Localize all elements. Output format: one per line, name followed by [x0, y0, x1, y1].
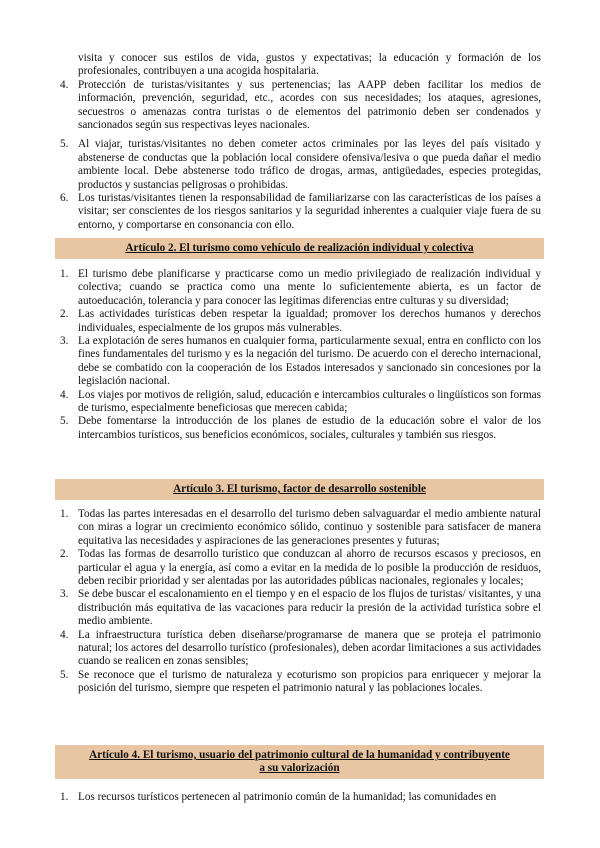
item-number: 6. — [60, 192, 69, 205]
list-item — [60, 791, 541, 804]
item-text: Todas las partes interesadas en el desarrollo del turismo deben salvaguardar el medio ambiente natural con miras a lograr un crecimiento económico sólido, continuo y sostenible para satisfacer de manera equitativa las necesidades y aspiraciones de las generaciones presentes y futuras; — [78, 508, 541, 547]
article2-list — [60, 268, 541, 442]
item-text: Las actividades turísticas deben respetar la igualdad; promover los derechos humanos y derechos individuales, especialmente de los grupos más vulnerables. — [78, 308, 541, 334]
item-number: 1. — [60, 268, 69, 280]
item-text: Se debe buscar el escalonamiento en el tiempo y en el espacio de los flujos de turistas/ visitantes, y una distribución más equitativa de las vacaciones para reducir la presión de la actividad turística sobre el medio ambiente. — [78, 588, 541, 628]
list-item — [60, 308, 541, 335]
list-item — [60, 669, 541, 696]
item-number: 4. — [60, 388, 69, 401]
item-text: Todas las formas de desarrollo turístico que conduzcan al ahorro de recursos escasos y preciosos, en particular el agua y la energía, así como a evitar en la medida de lo posible la producción de residuos, deben recibir prioridad y ser alentadas por las autoridades públicas nacionales, regionales y locales; — [78, 548, 541, 588]
item-text: Protección de turistas/visitantes y sus pertenencias; las AAPP deben facilitar los medios de información, prevención, seguridad, etc., acordes con sus necesidades; los ataques, agresiones, secuestros o amenazas contra turistas o de elementos del patrimonio deben ser condenados y sancionados según sus respectivas leyes nacionales. — [78, 78, 541, 132]
article4-list — [60, 791, 541, 804]
list-item — [60, 79, 541, 133]
item-number: 5. — [60, 668, 69, 681]
list-item — [60, 629, 541, 669]
list-item — [60, 548, 541, 588]
item-number: 4. — [60, 628, 69, 641]
item-number: 1. — [60, 508, 69, 520]
list-item — [60, 389, 541, 416]
item-number: 1. — [60, 791, 69, 803]
list-item — [60, 138, 541, 192]
list-item — [60, 192, 541, 232]
item-text: Se reconoce que el turismo de naturaleza y ecoturismo son propicios para enriquecer y mejorar la posición del turismo, siempre que respeten el patrimonio natural y las poblaciones locales. — [78, 668, 541, 695]
item-text: Los turistas/visitantes tienen la responsabilidad de familiarizarse con las características de los países a visitar; ser conscientes de los riesgos sanitarios y la seguridad inherentes a cualquier viaje fuera de su entorno, y comportarse en consonancia con ello. — [78, 192, 541, 231]
item-text: Debe fomentarse la introducción de los planes de estudio de la educación sobre el valor de los intercambios turísticos, sus beneficios económicos, sociales, culturales y también sus riesgos. — [78, 415, 541, 441]
item-number: 4. — [60, 78, 69, 91]
list-item — [60, 335, 541, 389]
article2-heading: Artículo 2. El turismo como vehículo de realización individual y colectiva — [55, 238, 544, 259]
list-item — [60, 508, 541, 548]
item-text: La explotación de seres humanos en cualquier forma, particularmente sexual, entra en conflicto con los fines fundamentales del turismo y es la negación del turismo. De acuerdo con el derecho internacional, debe se combatido con la cooperación de los Estados interesados y sancionado sin concesiones por la legislación nacional. — [78, 335, 541, 388]
list-item — [60, 415, 541, 442]
item-number: 2. — [60, 308, 69, 321]
item-text: Los recursos turísticos pertenecen al patrimonio común de la humanidad; las comunidades en — [78, 791, 497, 803]
item-number: 3. — [60, 588, 69, 601]
item-text: Al viajar, turistas/visitantes no deben cometer actos criminales por las leyes del país visitado y abstenerse de conductas que la población local considere ofensiva/lesiva o que pueda dañar el medio ambiente local. Debe abstenerse todo tráfico de drogas, armas, antigüedades, especies protegidas, productos y sustancias peligrosas o prohibidas. — [78, 138, 541, 191]
item-text: Los viajes por motivos de religión, salud, educación e intercambios culturales o lingüísticos son formas de turismo, especialmente beneficiosas que merecen cabida; — [78, 388, 541, 415]
item-number: 5. — [60, 138, 69, 151]
item-text: La infraestructura turística deben diseñarse/programarse de manera que se proteja el patrimonio natural; los actores del desarrollo turístico (profesionales), deben acordar limitaciones a sus actividades cuando se realicen en zonas sensibles; — [78, 628, 541, 668]
item-text: visita y conocer sus estilos de vida, gustos y expectativas; la educación y formación de los profesionales, contribuyen a una acogida hospitalaria. — [78, 52, 541, 78]
article1-section — [60, 52, 541, 232]
list-item — [60, 588, 541, 628]
article3-heading: Artículo 3. El turismo, factor de desarrollo sostenible — [55, 479, 544, 500]
list-item — [60, 268, 541, 308]
article3-list — [60, 508, 541, 696]
item-text: El turismo debe planificarse y practicarse como un medio privilegiado de realización individual y colectiva; cuando se practica como una mente lo suficientemente abierta, es un factor de autoeducación, tolerancia y para conocer las legítimas diferencias entre culturas y su diversidad; — [78, 268, 541, 307]
item-number: 5. — [60, 415, 69, 428]
list-item — [60, 52, 541, 79]
item-number: 3. — [60, 335, 69, 348]
item-number: 2. — [60, 548, 69, 561]
article4-heading: Artículo 4. El turismo, usuario del patrimonio cultural de la humanidad y contribuyente a su valorización — [55, 745, 544, 779]
